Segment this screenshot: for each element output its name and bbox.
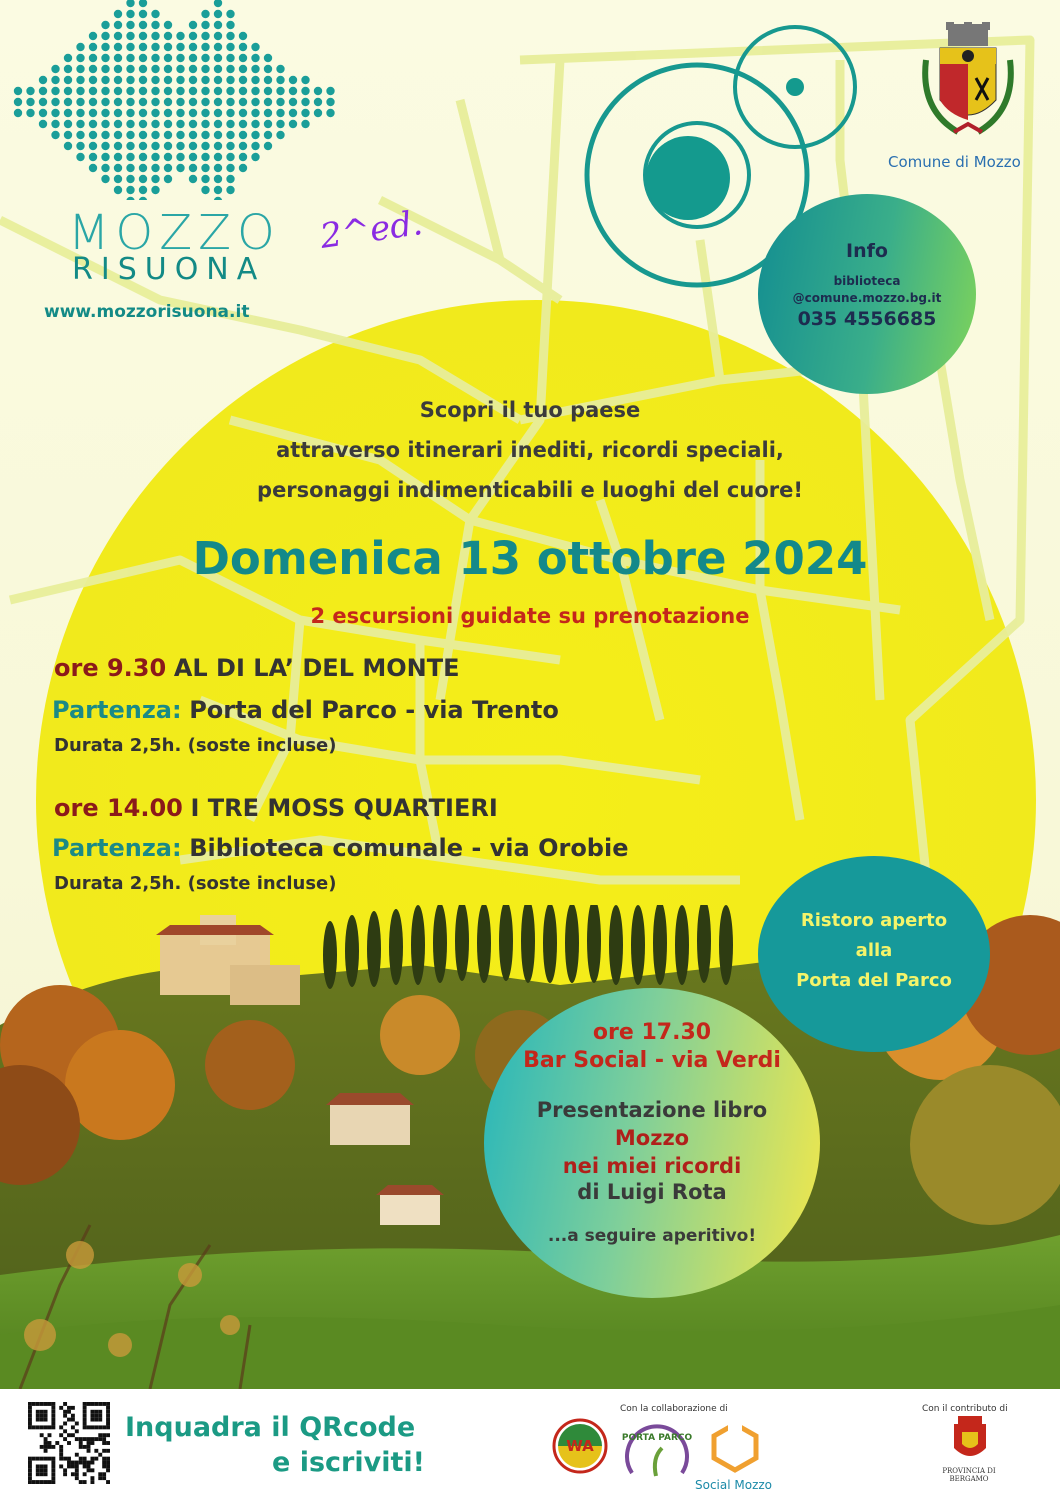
social-mozzo-label: Social Mozzo [695,1478,773,1492]
svg-text:WA: WA [566,1437,594,1455]
soundwave-logo [10,0,350,200]
ring-small-dot [786,78,804,96]
tour-1-departure-place: Porta del Parco - via Trento [189,696,559,724]
partner-logo-icon [552,1418,608,1474]
book-after: ...a seguire aperitivo! [547,1226,757,1246]
tour-2-departure [52,834,628,862]
info-phone[interactable]: 035 4556685 [797,308,937,330]
porta-parco-logo-icon [622,1418,692,1480]
qr-cta-line-1: Inquadra il QRcode [125,1412,416,1443]
event-date: Domenica 13 ottobre 2024 [192,532,868,585]
tour-2-heading [54,794,498,822]
qr-cta-line-2: e iscriviti! [272,1447,425,1478]
book-presentation-badge [484,988,820,1298]
info-email-line1[interactable]: biblioteca [833,274,901,288]
footer-bar [0,1389,1060,1499]
social-mozzo-logo-icon [708,1420,762,1474]
info-title: Info [846,240,888,262]
ring-dot [646,136,730,220]
province-label: PROVINCIA DI BERGAMO [942,1467,996,1483]
info-badge [758,194,976,394]
tour-2-duration: Durata 2,5h. (soste incluse) [54,873,337,894]
book-line-3: nei miei ricordi [562,1154,742,1178]
province-crest-icon [950,1414,990,1466]
ristoro-line-2: alla [855,940,893,961]
tour-2-departure-label: Partenza: [52,834,182,862]
tour-1-heading [54,654,459,682]
website-link[interactable]: www.mozzorisuona.it [44,302,250,322]
collaboration-label: Con la collaborazione di [620,1404,728,1414]
tour-1-departure [52,696,559,724]
logo-subtitle: RISUONA [72,252,266,287]
coat-of-arms-icon [918,20,1018,150]
tour-2-departure-place: Biblioteca comunale - via Orobie [189,834,629,862]
qr-code-icon[interactable] [28,1402,110,1484]
porta-parco-logo-text: PORTA PARCO [622,1433,692,1443]
contribution-label: Con il contributo di [922,1404,1008,1414]
event-subtitle: 2 escursioni guidate su prenotazione [310,604,750,628]
book-place: Bar Social - via Verdi [523,1048,781,1073]
ristoro-line-1: Ristoro aperto [800,910,948,931]
book-line-4: di Luigi Rota [577,1180,727,1204]
intro-line-1: Scopri il tuo paese [419,398,641,422]
book-line-2: Mozzo [614,1126,690,1150]
tour-1-duration: Durata 2,5h. (soste incluse) [54,735,337,756]
ristoro-line-3: Porta del Parco [796,970,952,991]
municipality-label: Comune di Mozzo [888,153,1021,171]
logo-title: MOZZO [68,205,281,261]
intro-line-2: attraverso itinerari inediti, ricordi speciali, [276,438,784,462]
edition-label: 2^ed. [317,203,426,257]
tour-1-time: ore 9.30 [54,654,167,682]
book-line-1: Presentazione libro [536,1098,768,1122]
book-time: ore 17.30 [592,1020,712,1045]
intro-line-3: personaggi indimenticabili e luoghi del cuore! [257,478,803,502]
tour-2-name: I TRE MOSS QUARTIERI [190,794,498,822]
tour-2-time: ore 14.00 [54,794,183,822]
tour-1-name: AL DI LA’ DEL MONTE [173,654,460,682]
tour-1-departure-label: Partenza: [52,696,182,724]
info-email-line2[interactable]: @comune.mozzo.bg.it [792,291,942,305]
